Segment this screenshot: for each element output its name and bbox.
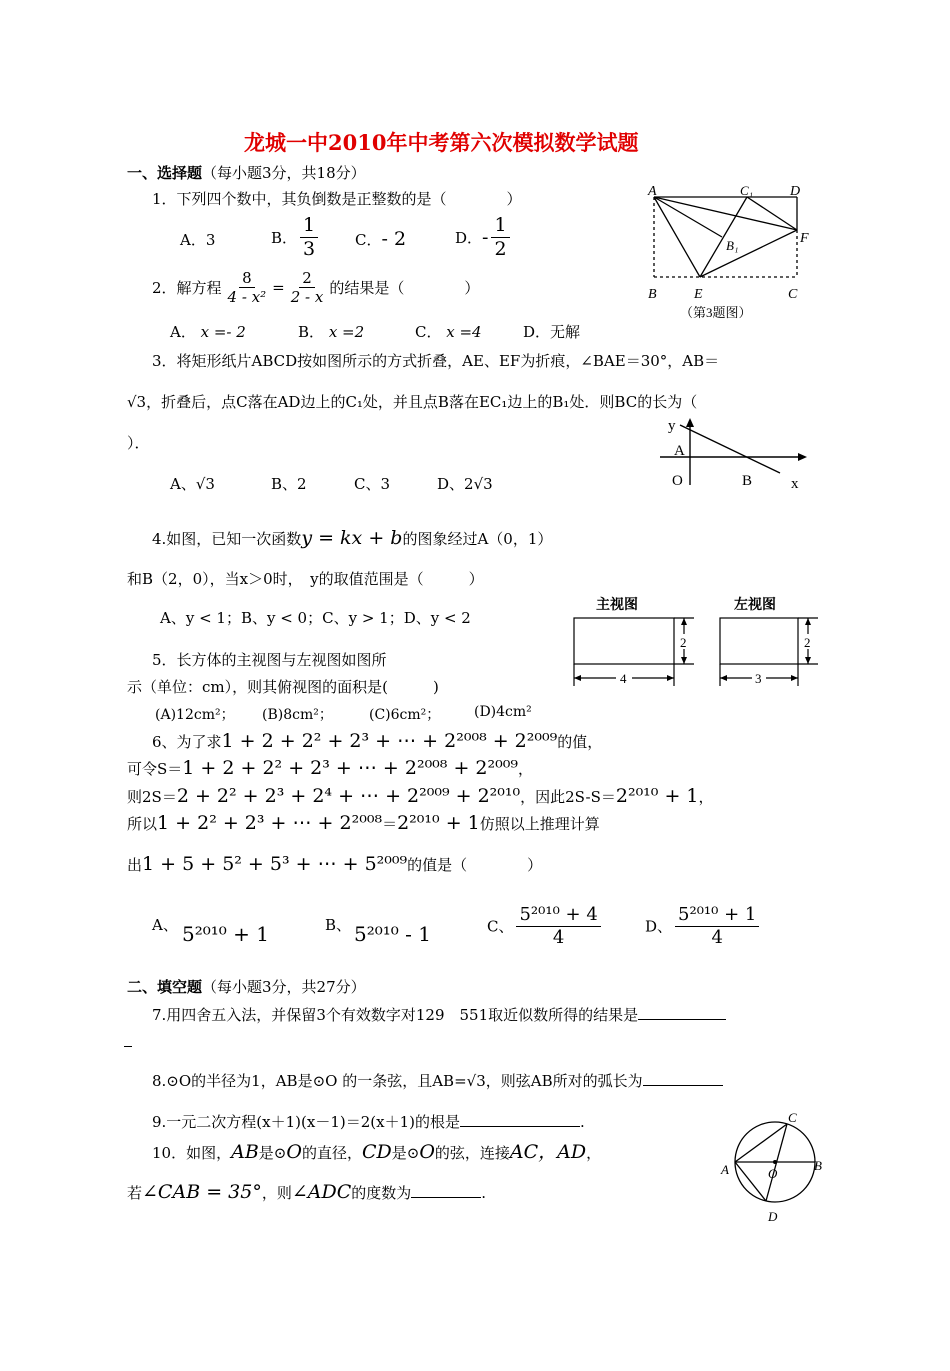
fig3-label-c: C — [788, 287, 798, 302]
q10-line2b: ，则 — [261, 1184, 292, 1202]
q10-line1e: 的弦，连接 — [434, 1144, 510, 1162]
fig5-w1: 4 — [620, 671, 627, 686]
fig10-label-b: B — [814, 1158, 822, 1173]
q1-stem: 1．下列四个数中，其负倒数是正整数的是（ ） — [152, 190, 522, 208]
q3-line2-text: ，折叠后，点C落在AD边上的C₁处，并且点B落在EC₁边上的B₁处．则BC的长为（ — [146, 393, 698, 411]
q9-text: 9.一元二次方程(x＋1)(x－1)＝2(x＋1)的根是 — [152, 1113, 460, 1131]
q6-c-den: 4 — [552, 926, 565, 948]
q10-o1: O — [286, 1141, 302, 1163]
q6-l5m: 1 + 5 + 5² + 5³ + ⋯ + 5²⁰⁰⁹ — [142, 853, 408, 875]
q10-answer-blank[interactable] — [411, 1197, 481, 1198]
q5-line1: 5．长方体的主视图与左视图如图所 — [152, 651, 387, 669]
q2-option-c — [415, 321, 482, 342]
section2-note: （每小题3分，共27分） — [202, 978, 366, 996]
q6-option-b-val: 5²⁰¹⁰ - 1 — [354, 922, 431, 946]
section1-note: （每小题3分，共18分） — [202, 164, 366, 182]
q4-formula: y = kx + b — [301, 527, 403, 549]
fig10-label-c: C — [788, 1110, 797, 1125]
q6-l1m: 1 + 2 + 2² + 2³ + ⋯ + 2²⁰⁰⁸ + 2²⁰⁰⁹ — [221, 730, 558, 752]
q1-d-den: 2 — [494, 237, 507, 260]
fig3-label-b1: B₁ — [726, 238, 739, 253]
q2-f2-den: 2 - x — [290, 288, 324, 306]
q3-option-c: C、3 — [354, 475, 391, 493]
q6-c-num: 5²⁰¹⁰ + 4 — [516, 904, 600, 927]
q6-option-a-label: A、 — [152, 916, 178, 934]
figure-q3 — [640, 180, 820, 328]
fig3-label-f: F — [800, 231, 809, 246]
q10-line1c: 的直径， — [301, 1144, 362, 1162]
q10-line1d: 是⊙ — [391, 1144, 420, 1162]
q2-c-val: x =4 — [446, 323, 482, 341]
q2-option-b — [298, 321, 364, 342]
q1-option-d — [455, 214, 513, 261]
q6-l1b: 的值， — [557, 733, 603, 751]
q2-line — [152, 269, 479, 306]
q6-l4a: 所以 — [127, 815, 158, 833]
q3-option-b: B、2 — [271, 475, 307, 493]
q10-line1f: ， — [586, 1144, 602, 1162]
q4-line1a: 4.如图，已知一次函数 — [152, 530, 302, 548]
fig5-left-label: 左视图 — [734, 598, 776, 613]
q2-f2-num: 2 — [299, 269, 315, 288]
q6-l4b: ＝ — [382, 815, 398, 833]
q4-line2: 和B（2，0），当x＞0时， y的取值范围是（ ） — [127, 570, 484, 588]
section1-header — [127, 162, 366, 183]
q6-option-a-val: 5²⁰¹⁰ + 1 — [182, 922, 269, 946]
q2-prefix: 2．解方程 — [152, 279, 222, 297]
q5-option-d: (D)4cm² — [474, 704, 532, 720]
q8-text-b: ，则弦AB所对的弧长为 — [485, 1072, 643, 1090]
q2-option-d: D．无解 — [523, 323, 581, 341]
figure-q5 — [568, 592, 828, 692]
figure-q4 — [650, 413, 810, 493]
q6-d-den: 4 — [711, 926, 723, 948]
q10-line2c: 的度数为 — [351, 1184, 412, 1202]
q10-o2: O — [419, 1141, 435, 1163]
q1-d-num: 1 — [491, 214, 509, 238]
q6-l3m2: 2²⁰¹⁰ + 1 — [615, 785, 699, 807]
fig4-label-o: O — [672, 473, 683, 489]
q2-f1-num: 8 — [239, 269, 255, 288]
q1-option-a: A．3 — [180, 231, 216, 249]
q6-l3m: 2 + 2² + 2³ + 2⁴ + ⋯ + 2²⁰⁰⁹ + 2²⁰¹⁰ — [176, 785, 521, 807]
fig4-label-y: y — [668, 418, 676, 434]
q6-l3a: 则2S＝ — [127, 788, 177, 806]
q6-l5a: 出 — [127, 856, 143, 874]
page-title: 龙城一中2010年中考第六次模拟数学试题 — [244, 130, 639, 155]
q9-answer-blank[interactable] — [460, 1126, 580, 1127]
q10-line1a: 10．如图， — [152, 1144, 232, 1162]
q10-acad: AC，AD — [509, 1141, 587, 1163]
q2-b-label: B． — [298, 323, 325, 341]
fig3-label-b: B — [648, 287, 657, 302]
fig3-label-a: A — [648, 184, 657, 199]
q6-option-c — [487, 904, 604, 948]
q1-option-b-label: B． — [271, 228, 298, 247]
q10-line1b: 是⊙ — [258, 1144, 287, 1162]
fig3-label-e: E — [694, 287, 703, 302]
q3-sqrt3: √3 — [127, 393, 147, 411]
q2-b-val: x =2 — [328, 323, 365, 341]
q1-option-d-label: D． — [455, 228, 483, 247]
section2-header — [127, 976, 366, 997]
fig5-w2: 3 — [755, 671, 762, 686]
q6-l3b: ，因此2S-S＝ — [520, 788, 616, 806]
q6-l5b: 的值是（ ） — [407, 856, 543, 874]
fig4-label-b: B — [742, 473, 753, 489]
q10-line2a: 若 — [127, 1184, 143, 1202]
q5-option-b: (B)8cm²； — [262, 707, 333, 723]
q6-line5 — [127, 853, 542, 875]
q2-a-val: x =- 2 — [200, 323, 246, 341]
q1-c-val: - 2 — [381, 228, 407, 250]
q10-angle: ∠CAB = 35° — [142, 1181, 262, 1203]
q10-adc: ∠ADC — [291, 1181, 352, 1203]
fig4-label-a: A — [674, 443, 685, 459]
q7-answer-blank-cont — [124, 1046, 132, 1047]
q4-line1b: 的图象经过A（0，1） — [402, 530, 553, 548]
q10-cd: CD — [361, 1141, 392, 1163]
q9-line — [152, 1111, 585, 1132]
q6-l2m: 1 + 2 + 2² + 2³ + ⋯ + 2²⁰⁰⁸ + 2²⁰⁰⁹ — [182, 757, 518, 779]
q2-eq: = — [272, 278, 285, 297]
q1-option-b — [271, 214, 321, 261]
q1-b-den: 3 — [303, 237, 316, 260]
q2-option-a — [170, 321, 246, 342]
q2-c-label: C． — [415, 323, 442, 341]
q1-option-c — [355, 228, 406, 250]
q6-option-b-label: B、 — [325, 916, 352, 934]
q6-line4 — [127, 812, 600, 834]
fig4-label-x: x — [791, 476, 799, 492]
q4-line1 — [152, 527, 552, 549]
q8-line — [152, 1070, 723, 1091]
q6-c-label: C、 — [487, 917, 514, 936]
fig5-h1: 2 — [680, 635, 687, 650]
q2-suffix: 的结果是（ ） — [329, 279, 480, 297]
q4-options: A、y < 1；B、y < 0；C、y > 1；D、y < 2 — [160, 609, 471, 627]
fig10-label-o: O — [768, 1166, 778, 1181]
q10-line2 — [127, 1181, 486, 1203]
q6-line3 — [127, 785, 714, 807]
q10-end: . — [481, 1184, 487, 1202]
section1-label: 一、选择题 — [127, 164, 203, 182]
fig5-main-label: 主视图 — [596, 598, 638, 613]
fig3-caption: （第3题图） — [680, 305, 752, 320]
q7-answer-blank[interactable] — [638, 1019, 726, 1020]
fig10-label-d: D — [768, 1209, 778, 1224]
q5-line2: 示（单位：cm），则其俯视图的面积是( ) — [127, 678, 439, 696]
q5-option-c: (C)6cm²； — [369, 707, 441, 723]
q7-text: 7.用四舍五入法，并保留3个有效数字对129 551取近似数所得的结果是 — [152, 1006, 639, 1024]
q6-l4m2: 2²⁰¹⁰ + 1 — [397, 812, 480, 834]
figure-q10 — [718, 1108, 828, 1226]
q1-d-sign: - — [482, 226, 489, 249]
q6-l2a: 可令S＝ — [127, 760, 183, 778]
q6-option-d — [645, 904, 762, 948]
q6-l4c: 仿照以上推理计算 — [479, 815, 600, 833]
q9-end: . — [579, 1113, 585, 1131]
q8-text-a: 8.⊙O的半径为1，AB是⊙O 的一条弦，且AB= — [152, 1072, 467, 1090]
q6-l4m: 1 + 2² + 2³ + ⋯ + 2²⁰⁰⁸ — [157, 812, 383, 834]
q3-option-a: A、√3 — [170, 475, 215, 493]
q2-f1-den: 4 - x² — [227, 288, 267, 306]
q8-answer-blank[interactable] — [643, 1085, 723, 1086]
q10-ab: AB — [231, 1141, 259, 1163]
q6-d-num: 5²⁰¹⁰ + 1 — [675, 904, 759, 927]
q3-line1: 3．将矩形纸片ABCD按如图所示的方式折叠，AE、EF为折痕，∠BAE＝30°，AB＝ — [152, 352, 720, 370]
fig3-label-d: D — [790, 184, 801, 199]
q6-d-label: D、 — [645, 917, 673, 936]
q10-line1 — [152, 1137, 601, 1164]
q7-line — [152, 1004, 726, 1025]
q6-line2 — [127, 757, 533, 779]
q1-b-num: 1 — [300, 214, 318, 238]
q6-line1 — [152, 730, 602, 752]
q3-line2 — [127, 391, 697, 412]
q2-a-label: A． — [170, 323, 196, 341]
q1-option-c-label: C． — [355, 231, 382, 249]
section2-label: 二、填空题 — [127, 978, 203, 996]
q6-l2b: ， — [517, 760, 533, 778]
q6-l1a: 6、为了求 — [152, 733, 222, 751]
q3-option-d: D、2√3 — [437, 475, 493, 493]
q3-line3: ）． — [127, 434, 150, 452]
fig3-label-c1: C₁ — [740, 183, 754, 198]
fig5-h2: 2 — [804, 635, 811, 650]
q6-l3c: ， — [698, 788, 714, 806]
q5-option-a: (A)12cm²； — [155, 707, 235, 723]
q8-sqrt3: √3 — [466, 1072, 486, 1090]
fig10-label-a: A — [721, 1162, 729, 1177]
